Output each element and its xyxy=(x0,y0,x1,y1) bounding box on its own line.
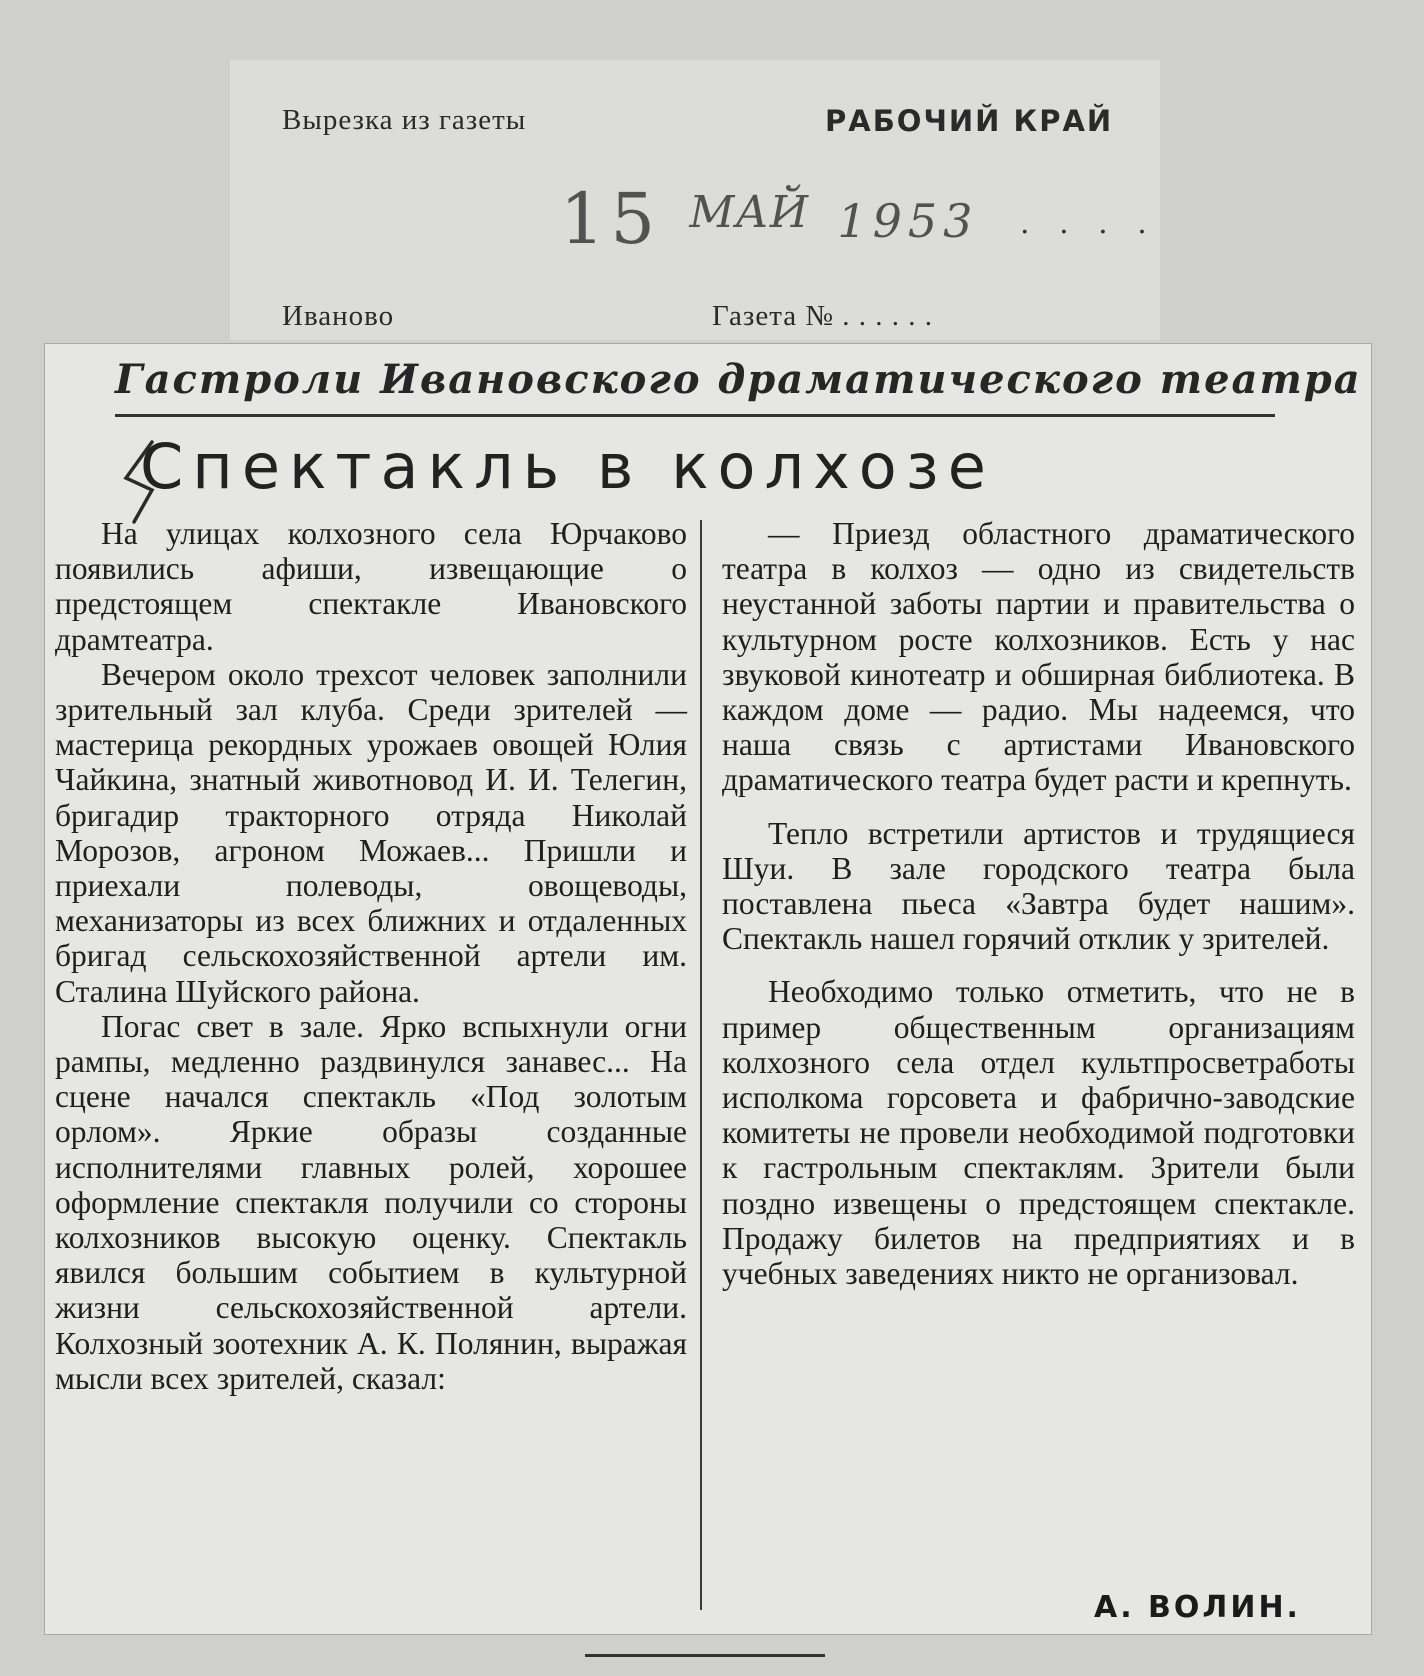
city-label: Иваново xyxy=(282,300,395,332)
kicker-rule xyxy=(115,414,1275,417)
newspaper-number-label: Газета № . . . . . . xyxy=(712,300,934,332)
paragraph: — Приезд областного драматического театра в колхоз — одно из свидетельств неустанной заботы партии и правительства о культурном росте колхозников. Есть у нас звуковой кинотеатр и обширная библиотека. В каждом доме — радио. Мы надеемся, что наша связь с артистами Ивановского драматического театра будет расти и крепнуть. xyxy=(722,516,1355,798)
newspaper-name: РАБОЧИЙ КРАЙ xyxy=(825,104,1114,138)
bottom-rule xyxy=(585,1654,825,1657)
paragraph: Необходимо только отметить, что не в пример общественным организациям колхозного села отдел культпросветработы исполкома горсовета и фабрично-заводские комитеты не провели необходимой подготовки к гастрольным спектаклям. Зрители были поздно извещены о предстоящем спектакле. Продажу билетов на предприятиях и в учебных заведениях никто не организовал. xyxy=(722,974,1355,1292)
clipping-source-label: Вырезка из газеты xyxy=(282,104,527,136)
stamp-year: 1953 xyxy=(837,194,979,248)
article-kicker: Гастроли Ивановского драматического театра xyxy=(115,356,1362,403)
paragraph: Тепло встретили артистов и трудящиеся Шуи. В зале городского театра была поставлена пьеса «Завтра будет нашим». Спектакль нашел горячий отклик у зрителей. xyxy=(722,815,1355,957)
paragraph: Вечером около трехсот человек заполнили зрительный зал клуба. Среди зрителей — мастерица рекордных урожаев овощей Юлия Чайкина, знатный животновод И. И. Телегин, бригадир тракторного отряда Николай Морозов, агроном Можаев... Пришли и приехали полеводы, овощеводы, механизаторы из всех ближних и отдаленных бригад сельскохозяйственной артели им. Сталина Шуйского района. xyxy=(55,656,687,1009)
author-signature: А. ВОЛИН. xyxy=(1094,1590,1301,1625)
stamp-month: МАЙ xyxy=(689,187,810,238)
article-headline: Спектакль в колхозе xyxy=(140,430,995,503)
article-column-right xyxy=(722,516,1355,1291)
paragraph: Погас свет в зале. Ярко вспыхнули огни рампы, медленно раздвинулся занавес... На сцене начался спектакль «Под золотым орлом». Яркие образы созданные исполнителями главных ролей, хорошее оформление спектакля получили со стороны колхозников высокую оценку. Спектакль явился большим событием в культурной жизни сельскохозяйственной артели. Колхозный зоотехник А. К. Полянин, выражая мысли всех зрителей, сказал: xyxy=(55,1008,687,1396)
article-column-left xyxy=(55,516,687,1396)
stamp-day: 15 xyxy=(560,178,662,260)
column-divider xyxy=(700,520,702,1610)
paragraph: На улицах колхозного села Юрчаково появились афиши, извещающие о предстоящем спектакле Ивановского драмтеатра. xyxy=(55,516,687,657)
date-stamp xyxy=(560,178,978,260)
stamp-dots: . . . . xyxy=(1020,206,1157,241)
